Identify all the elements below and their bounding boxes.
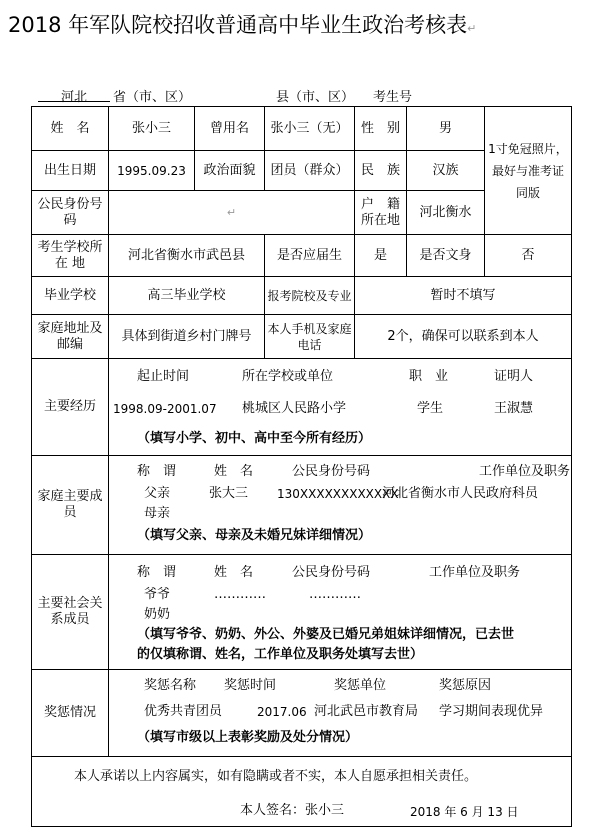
family-r1-title: 父亲 [144, 486, 171, 501]
family-header-id: 公民身份号码 [292, 464, 371, 479]
id-value: ↵ [109, 191, 355, 235]
social-note-line2: 的仅填称谓、姓名，工作单位及职务处填写去世） [137, 647, 424, 662]
awards-reason: 学习期间表现优异 [439, 704, 544, 719]
social-header-work: 工作单位及职务 [429, 565, 521, 580]
id-label: 公民身份号 码 [32, 191, 109, 235]
hukou-value: 河北衡水 [407, 191, 485, 235]
social-r1-name: ………… [214, 587, 266, 602]
exam-no-label: 考生号 [373, 90, 413, 105]
exp-job: 学生 [417, 401, 444, 416]
name-value: 张小三 [109, 107, 195, 151]
family-header-title: 称 谓 [137, 464, 177, 479]
exp-note: （填写小学、初中、高中至今所有经历） [137, 431, 372, 446]
social-label: 主要社会关系成员 [32, 555, 109, 670]
hukou-label: 户 籍所在地 [355, 191, 407, 235]
tattoo-label: 是否文身 [407, 235, 485, 277]
grad-school-label: 毕业学校 [32, 277, 109, 315]
family-r1-name: 张大三 [209, 486, 249, 501]
awards-note: （填写市级以上表彰奖励及处分情况） [137, 730, 359, 745]
pledge-text: 本人承诺以上内容属实，如有隐瞒或者不实，本人自愿承担相关责任。 [74, 768, 478, 784]
pledge-area [32, 757, 572, 827]
exp-period: 1998.09-2001.07 [113, 402, 217, 416]
school-location-value: 河北省衡水市武邑县 [109, 235, 265, 277]
social-r1-id: ………… [309, 587, 361, 602]
exp-witness: 王淑慧 [494, 401, 534, 416]
awards-label: 奖惩情况 [32, 670, 109, 757]
name-label: 姓 名 [32, 107, 109, 151]
form-table [31, 106, 572, 827]
gender-value: 男 [407, 107, 485, 151]
exp-header-witness: 证明人 [494, 369, 534, 384]
awards-header-reason: 奖惩原因 [439, 678, 492, 693]
signature-name: 张小三 [305, 802, 345, 818]
page-title: 2018 年军队院校招收普通高中毕业生政治考核表↵ [8, 13, 477, 37]
exp-header-job: 职 业 [409, 369, 449, 384]
former-name-value: 张小三（无） [265, 107, 355, 151]
province-label: 省（市、区） [113, 90, 192, 105]
fresh-grad-value: 是 [355, 235, 407, 277]
county-label: 县（市、区） [276, 90, 355, 105]
family-note: （填写父亲、母亲及未婚兄妹详细情况） [137, 528, 372, 543]
header-line: 河北 省（市、区） 县（市、区） 考生号 [38, 86, 568, 106]
social-header-id: 公民身份号码 [292, 565, 371, 580]
birth-value: 1995.09.23 [109, 151, 195, 191]
family-r2-title: 母亲 [144, 506, 171, 521]
school-location-label: 考生学校所 在 地 [32, 235, 109, 277]
grad-school-value: 高三毕业学校 [109, 277, 265, 315]
family-r1-work: 河北省衡水市人民政府科员 [382, 486, 539, 501]
awards-header-name: 奖惩名称 [144, 678, 197, 693]
exp-header-school: 所在学校或单位 [242, 369, 334, 384]
social-header-title: 称 谓 [137, 565, 177, 580]
family-header-name: 姓 名 [214, 464, 254, 479]
political-label: 政治面貌 [195, 151, 265, 191]
phone-label: 本人手机及家庭电话 [265, 315, 355, 359]
ethnic-label: 民 族 [355, 151, 407, 191]
awards-content [109, 670, 572, 757]
awards-header-unit: 奖惩单位 [334, 678, 387, 693]
social-content [109, 555, 572, 670]
awards-time: 2017.06 [257, 705, 307, 719]
former-name-label: 曾用名 [195, 107, 265, 151]
family-r1-id: 130XXXXXXXXXXXX [277, 487, 399, 501]
fresh-grad-label: 是否应届生 [265, 235, 355, 277]
awards-name: 优秀共青团员 [144, 704, 223, 719]
gender-label: 性 别 [355, 107, 407, 151]
exp-header-period: 起止时间 [137, 369, 190, 384]
apply-label: 报考院校及专业 [265, 277, 355, 315]
experience-label: 主要经历 [32, 359, 109, 456]
address-value: 具体到街道乡村门牌号 [109, 315, 265, 359]
tattoo-value: 否 [485, 235, 572, 277]
apply-value: 暂时不填写 [355, 277, 572, 315]
photo-area: 1寸免冠照片，最好与准考证同版 [485, 107, 572, 235]
family-content [109, 456, 572, 555]
ethnic-value: 汉族 [407, 151, 485, 191]
experience-content [109, 359, 572, 456]
social-header-name: 姓 名 [214, 565, 254, 580]
family-header-work: 工作单位及职务 [479, 464, 571, 479]
exp-school: 桃城区人民路小学 [242, 401, 347, 416]
address-label: 家庭地址及邮编 [32, 315, 109, 359]
social-r1-title: 爷爷 [144, 587, 171, 602]
birth-label: 出生日期 [32, 151, 109, 191]
family-label: 家庭主要成 员 [32, 456, 109, 555]
awards-header-time: 奖惩时间 [224, 678, 277, 693]
awards-unit: 河北武邑市教育局 [314, 704, 419, 719]
signature-label: 本人签名： [240, 802, 306, 818]
social-r2-title: 奶奶 [144, 607, 171, 622]
political-value: 团员（群众） [265, 151, 355, 191]
phone-value: 2个，确保可以联系到本人 [355, 315, 572, 359]
pledge-date: 2018 年 6 月 13 日 [410, 804, 519, 819]
social-note-line1: （填写爷爷、奶奶、外公、外婆及已婚兄弟姐妹详细情况，已去世 [137, 627, 515, 642]
